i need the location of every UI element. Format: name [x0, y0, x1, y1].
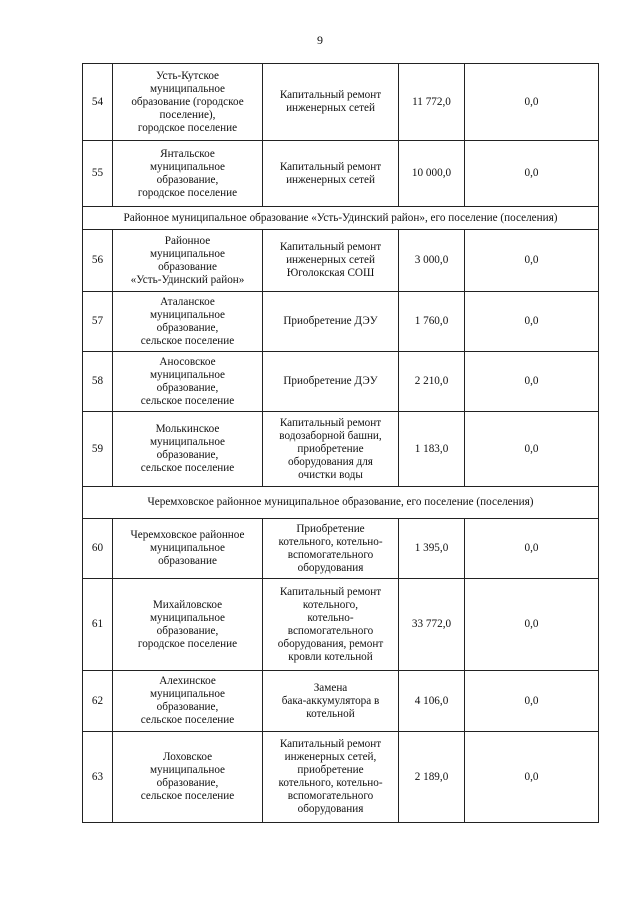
municipality-name: Молькинское муниципальное образование, сельское поселение — [113, 412, 263, 487]
amount-value: 1 760,0 — [399, 292, 465, 352]
municipality-name: Лоховское муниципальное образование, сельское поселение — [113, 732, 263, 823]
table-row — [83, 230, 599, 292]
section-header-row — [83, 207, 599, 230]
amount-value: 10 000,0 — [399, 141, 465, 207]
table-row — [83, 412, 599, 487]
amount-value: 11 772,0 — [399, 64, 465, 141]
table-row — [83, 732, 599, 823]
work-description: Капитальный ремонт инженерных сетей — [263, 64, 399, 141]
municipality-name: Черемховское районное муниципальное образование — [113, 519, 263, 579]
funding-table — [82, 63, 599, 823]
table-row — [83, 579, 599, 671]
work-description: Приобретение котельного, котельно- вспомогательного оборудования — [263, 519, 399, 579]
work-description: Капитальный ремонт котельного, котельно- вспомогательного оборудования, ремонт кровли котельной — [263, 579, 399, 671]
work-description: Приобретение ДЭУ — [263, 292, 399, 352]
second-amount-value: 0,0 — [465, 230, 599, 292]
amount-value: 2 189,0 — [399, 732, 465, 823]
row-number: 62 — [83, 671, 113, 732]
work-description: Капитальный ремонт инженерных сетей — [263, 141, 399, 207]
amount-value: 2 210,0 — [399, 352, 465, 412]
row-number: 61 — [83, 579, 113, 671]
second-amount-value: 0,0 — [465, 732, 599, 823]
municipality-name: Михайловское муниципальное образование, городское поселение — [113, 579, 263, 671]
work-description: Капитальный ремонт инженерных сетей, приобретение котельного, котельно- вспомогательного оборудования — [263, 732, 399, 823]
table-row — [83, 352, 599, 412]
amount-value: 1 183,0 — [399, 412, 465, 487]
municipality-name: Янтальское муниципальное образование, городское поселение — [113, 141, 263, 207]
row-number: 57 — [83, 292, 113, 352]
second-amount-value: 0,0 — [465, 292, 599, 352]
second-amount-value: 0,0 — [465, 412, 599, 487]
work-description: Замена бака-аккумулятора в котельной — [263, 671, 399, 732]
amount-value: 33 772,0 — [399, 579, 465, 671]
table-row — [83, 519, 599, 579]
amount-value: 4 106,0 — [399, 671, 465, 732]
municipality-name: Районное муниципальное образование «Усть-Удинский район» — [113, 230, 263, 292]
work-description: Приобретение ДЭУ — [263, 352, 399, 412]
second-amount-value: 0,0 — [465, 352, 599, 412]
section-header-row — [83, 487, 599, 519]
municipality-name: Аталанское муниципальное образование, сельское поселение — [113, 292, 263, 352]
municipality-name: Усть-Кутское муниципальное образование (городское поселение), городское поселение — [113, 64, 263, 141]
row-number: 54 — [83, 64, 113, 141]
second-amount-value: 0,0 — [465, 64, 599, 141]
section-heading: Черемховское районное муниципальное образование, его поселение (поселения) — [83, 487, 599, 519]
row-number: 59 — [83, 412, 113, 487]
page-number: 9 — [317, 33, 323, 47]
amount-value: 3 000,0 — [399, 230, 465, 292]
row-number: 60 — [83, 519, 113, 579]
row-number: 55 — [83, 141, 113, 207]
table-row — [83, 292, 599, 352]
work-description: Капитальный ремонт водозаборной башни, приобретение оборудования для очистки воды — [263, 412, 399, 487]
table-row — [83, 64, 599, 141]
row-number: 63 — [83, 732, 113, 823]
work-description: Капитальный ремонт инженерных сетей Юголокская СОШ — [263, 230, 399, 292]
second-amount-value: 0,0 — [465, 141, 599, 207]
municipality-name: Аносовское муниципальное образование, сельское поселение — [113, 352, 263, 412]
second-amount-value: 0,0 — [465, 671, 599, 732]
municipality-name: Алехинское муниципальное образование, сельское поселение — [113, 671, 263, 732]
row-number: 58 — [83, 352, 113, 412]
row-number: 56 — [83, 230, 113, 292]
amount-value: 1 395,0 — [399, 519, 465, 579]
second-amount-value: 0,0 — [465, 579, 599, 671]
table-row — [83, 671, 599, 732]
second-amount-value: 0,0 — [465, 519, 599, 579]
section-heading: Районное муниципальное образование «Усть-Удинский район», его поселение (поселения) — [83, 207, 599, 230]
table-row — [83, 141, 599, 207]
